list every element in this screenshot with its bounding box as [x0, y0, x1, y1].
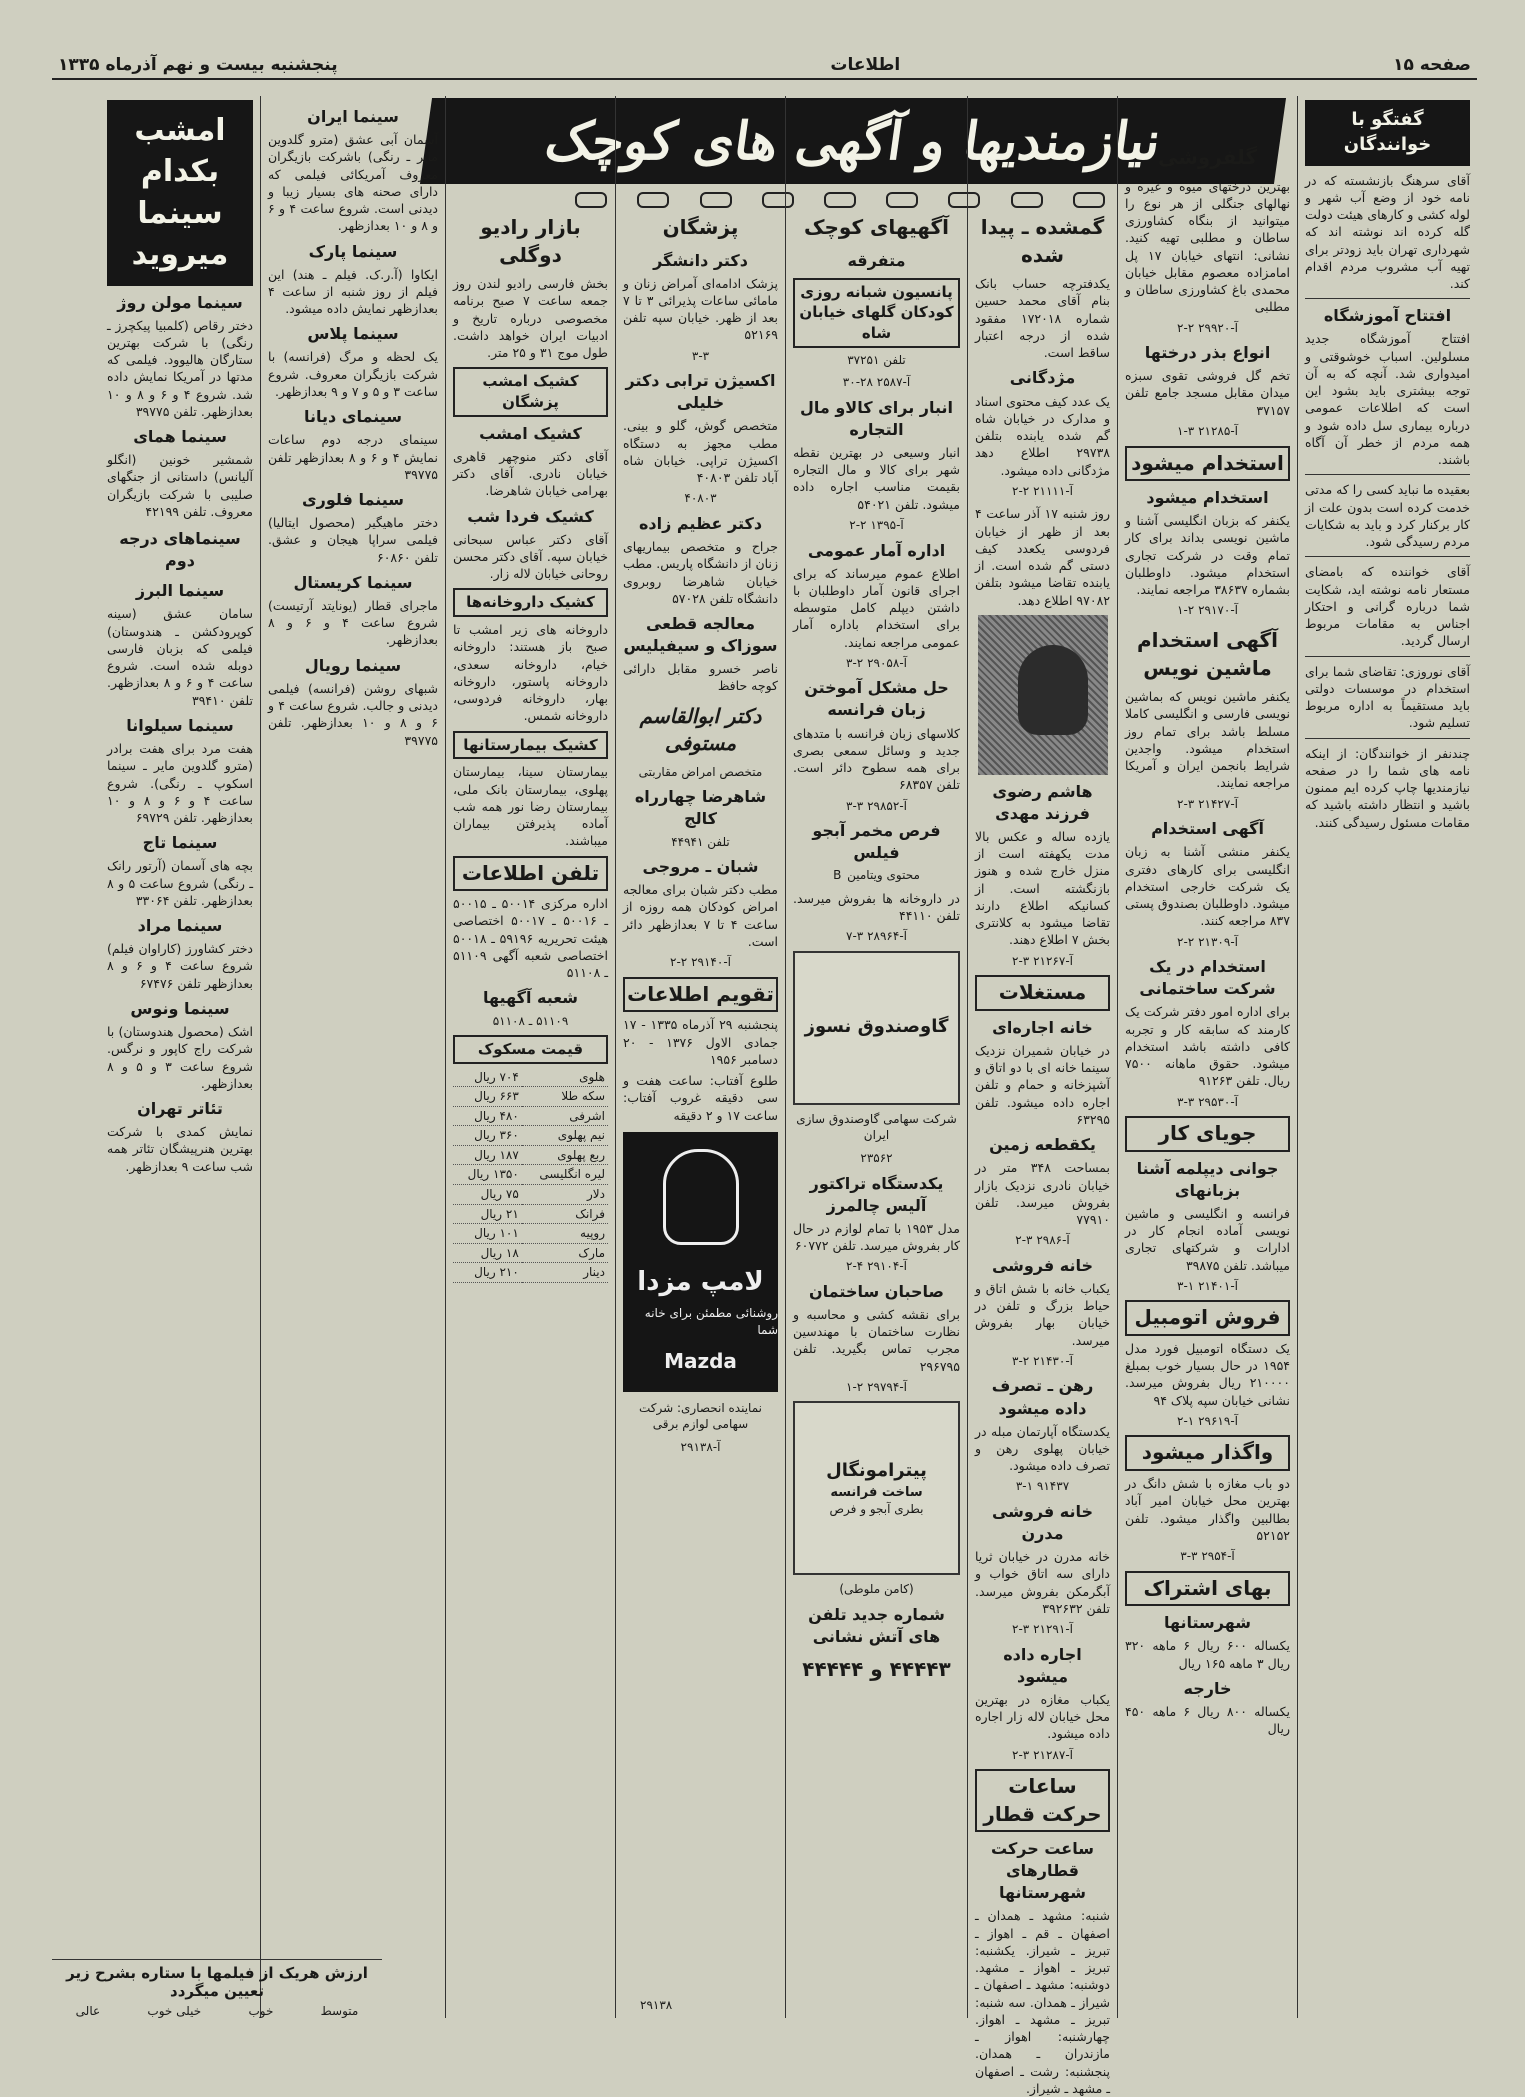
coin-price: ۲۱ ریال [453, 1204, 522, 1224]
lost-found-heading: گمشده ـ پیدا شده [980, 215, 1105, 267]
subscription-abroad: خارجه [1183, 1678, 1232, 1698]
coin-prices-heading: قیمت مسکوک [453, 1035, 608, 1064]
alborz-text: سامان عشق (سینه کوپرودکشن ـ هندوستان) فیلمی که بزبان فارسی دوبله شده است. شروع ساعت ۴ و ۶ و ۸ بعدازظهر. تلفن ۳۹۴۱۰ [107, 606, 254, 708]
duty-tonight: کشیک امشب [479, 423, 582, 443]
modern-house-heading: خانه فروشی مدرن [991, 1501, 1094, 1543]
mortgage-text: یکدستگاه آپارتمان مبله در خیابان پهلوی رهن و تصرف داده میشود. [975, 1423, 1110, 1474]
homa-heading: سینما همای [133, 427, 227, 447]
ad-code: آ-۲۹۸۵۲ ۳-۳ [846, 798, 907, 813]
cinema-fleury-heading: سینما فلوری [301, 490, 404, 510]
paper-name: اطلاعات [830, 55, 901, 75]
camel-ad-sub: ساخت فرانسه [830, 1484, 923, 1500]
taj-heading: سینما تاج [142, 833, 218, 853]
duty-doctors-heading: کشیک امشب پزشگان [453, 367, 608, 416]
cinema-diana-heading: سینمای دیانا [303, 407, 402, 427]
morad-text: دختر کشاورز (کاراوان فیلم) شروع ساعت ۴ و ۶ و ۸ بعدازظهر تلفن ۶۷۴۷۶ [107, 941, 254, 991]
coin-name: فرانک [522, 1204, 608, 1224]
hiring-text: یکنفر که بزبان انگلیسی آشنا و ماشین نویسی بداند برای کار تمام وقت در شرکت تجاری استخدام میشود. داوطلبان بشماره ۳۸۶۳۷ مراجعه نمایند. [1125, 513, 1290, 598]
job-seeker-text: فرانسه و انگلیسی و ماشین نویسی آماده انجام کار در ادارات و شرکتهای تجاری میباشد. تلفن ۳۹۸۷۵ [1125, 1205, 1290, 1273]
french-text: کلاسهای زبان فرانسه با متدهای جدید و وسائل سمعی بصری برای همه سطوح دائر است. تلفن ۶۸۳۵۷ [793, 725, 960, 793]
seeds-heading: انواع بذر درختها [1144, 343, 1271, 363]
doctor-2-name: اکسیژن ترابی دکتر خلیلی [625, 371, 776, 413]
cinema-crystal-text: ماجرای قطار (یونایتد آرتیست) شروع ساعت ۴ و ۶ و ۸ بعدازظهر. [268, 597, 439, 648]
divider [1305, 656, 1470, 657]
typist-text: یکنفر ماشین نویس که بماشین نویسی فارسی و انگلیسی کاملا مسلط باشد برای تمام روز استخدام میشود. واجدین شرایط بانجمن ایران و آمریکا مراجعه نمایند. [1125, 689, 1290, 791]
subscription-provinces: شهرستانها [1163, 1613, 1252, 1633]
lease-heading: اجاره داده میشود [1003, 1644, 1082, 1686]
train-sub: ساعت حرکت قطارهای شهرستانها [991, 1839, 1094, 1903]
readers-letter-3: بعقیده ما نباید کسی را که مدتی خدمت کرده است بدون علت از کار برکنار کرد و باید به شکایات مردم رسیدگی شود. [1305, 482, 1470, 550]
real-estate-heading: مستغلات [975, 975, 1110, 1011]
yeast-heading: فرص مخمر آبجو فیلس [812, 821, 941, 863]
alborz-heading: سینما البرز [135, 581, 225, 601]
coin-price-row [453, 1204, 608, 1224]
transfer-heading: واگذار میشود [1125, 1435, 1290, 1471]
fire-phone-heading: شماره جدید تلفن های آتش نشانی [808, 1604, 945, 1646]
rating-average: متوسط [320, 2004, 359, 2018]
column-cinemas [260, 96, 445, 2018]
mortgage-heading: رهن ـ تصرف داده میشود [991, 1376, 1094, 1418]
coin-price-row [453, 1126, 608, 1146]
venus-text: اشک (محصول هندوستان) با شرکت راج کاپور و نرگس. شروع ساعت ۳ و ۵ و ۸ بعدازظهر. [107, 1024, 254, 1091]
ad-code: آ-۲۹۵۳۰ ۳-۳ [1177, 1094, 1238, 1109]
venus-heading: سینما ونوس [130, 998, 230, 1018]
modern-house-text: خانه مدرن در خیابان ثریا دارای سه اتاق خواب و آبگرمکن بفروش میرسد. تلفن ۳۹۲۶۳۲ [975, 1549, 1110, 1616]
camel-ad [793, 1401, 960, 1575]
subscription-heading: بهای اشتراک [1125, 1571, 1290, 1607]
builders-heading: صاحبان ساختمان [809, 1281, 944, 1301]
ad-code: آ-۲۹۷۹۴ ۲-۱ [846, 1379, 907, 1394]
coin-price-row [453, 1243, 608, 1263]
second-class-heading: سینماهای درجه دوم [119, 529, 241, 571]
rating-legend-title: ارزش هریک از فیلمها با ستاره بشرح زیر تعیین میگردد [66, 1964, 368, 2000]
cinema-plaza-text: یک لحظه و مرگ (فرانسه) با شرکت بازیگران معروف. شروع ساعت ۳ و ۵ و ۷ و ۹ بعدازظهر. [268, 349, 438, 399]
page-number: صفحه ۱۵ [1393, 55, 1471, 75]
masthead [52, 52, 1477, 80]
lost-bag-text: روز شنبه ۱۷ آذر ساعت ۴ بعد از ظهر از خیابان فردوسی یکعدد کیف دستی گم شده است. از یابنده تقاضا میشود بتلفن ۹۷۰۸۲ اطلاع دهد. [975, 506, 1110, 608]
misc-heading: متفرقه [847, 250, 906, 270]
ad-code: آ-۲۹۱۷۰ ۲-۱ [1177, 603, 1238, 618]
rating-legend [52, 1959, 382, 2018]
job-seeker-heading: جویای کار [1125, 1116, 1290, 1152]
french-heading: حل مشکل آموختن زبان فرانسه [804, 678, 949, 720]
ad-code: آ-۲۹۸۶ ۳-۲ [1015, 1233, 1070, 1248]
phone-heading: تلفن اطلاعات [453, 856, 608, 892]
statistics-text: اطلاع عموم میرساند که برای اجرای قانون آمار داوطلبان با داشتن دیپلم کامل متوسطه برای استخدام باداره آمار عمومی مراجعه نمایند. [793, 565, 960, 650]
ads-office-heading: شعبه آگهیها [482, 988, 579, 1008]
ad-code: آ-۲۱۲۹۱ ۳-۲ [1012, 1622, 1073, 1637]
ad-code: آ-۲۱۲۸۵ ۳-۱ [1177, 423, 1238, 438]
coin-price-row [453, 1263, 608, 1283]
boarding-phone: تلفن ۳۷۲۵۱ [847, 352, 906, 367]
cinema-park-heading: سینما پارک [308, 241, 398, 261]
coin-price: ۷۵ ریال [453, 1185, 522, 1205]
coin-name: سکه طلا [522, 1087, 608, 1107]
cinema-royal-heading: سینما رویال [304, 655, 402, 675]
radio-text: بخش فارسی رادیو لندن روز جمعه ساعت ۷ صبح برنامه مخصوصی درباره تاریخ و ادبیات ایران خواهد داشت. طول موج ۳۱ و ۲۵ متر. [453, 276, 608, 361]
mazda-lamp-brand: لامپ مزدا [637, 1267, 764, 1298]
subscription-provinces-rates: یکساله ۶۰۰ ریال ۶ ماهه ۳۲۰ ریال ۳ ماهه ۱۶۵ ریال [1125, 1638, 1291, 1671]
moulin-rouge-heading: سینما مولن روژ [117, 292, 243, 312]
seeds-text: تخم گل فروشی تقوی سبزه میدان مقابل مسجد جامع تلفن ۳۷۱۵۷ [1125, 368, 1290, 418]
ad-code: ۴۰۸۰۳ [684, 491, 717, 506]
ad-code: آ-۲۱۲۶۷ ۳-۲ [1012, 953, 1073, 968]
ad-code: آ-۲۱۳۰۹ ۲-۲ [1177, 934, 1238, 949]
divider [1305, 298, 1470, 299]
missing-boy-photo [978, 615, 1108, 775]
ad-code: آ-۲۸۹۶۴ ۳-۷ [846, 929, 907, 944]
hospitals-heading: کشیک بیمارستانها [453, 731, 608, 760]
hiring-heading: استخدام میشود [1125, 446, 1290, 482]
reward-heading: مژدگانی [1009, 368, 1076, 388]
pharmacies-heading: کشیک داروخانه‌ها [453, 588, 608, 617]
cinema-plaza-heading: سینما پلاس [307, 324, 399, 344]
doctor-signature-address: شاهرضا چهارراه کالج [634, 787, 767, 829]
calendar-heading: تقویم اطلاعات [623, 977, 778, 1013]
moulin-rouge-text: دختر رقاص (کلمبیا پیکچرز ـ رنگی) با شرکت بهترین ستارگان هالیوود. فیلمی که مدتها در آمریکا نمایش داده شد. شروع ۴ و ۶ و ۸ و ۱۰ بعدازظهر. تلفن ۳۹۷۷۵ [107, 317, 253, 419]
coin-name: ربع پهلوی [522, 1145, 608, 1165]
coin-price: ۴۸۰ ریال [453, 1106, 522, 1126]
treatment-address: ناصر خسرو مقابل دارائی کوچه حافظ [623, 661, 778, 694]
coin-name: مارک [522, 1243, 608, 1263]
employment-text: یکنفر منشی آشنا به زبان انگلیسی برای کارهای دفتری یک شرکت خارجی استخدام میشود. داوطلبان بصندوق پستی ۸۳۷ مراجعه کنند. [1125, 844, 1290, 929]
morad-heading: سینما مراد [137, 916, 223, 936]
column-readers [1297, 96, 1477, 2018]
construction-heading: استخدام در یک شرکت ساختمانی [1139, 957, 1276, 999]
doctor-5-name: شبان ـ مروجی [642, 857, 759, 877]
flower-text: بهترین درختهای میوه و غیره و نهالهای جنگلی از هر نوع را میتوانید از بنگاه کشاورزی ساطان و مطلبی تهیه کنید. نشانی: انتهای خیابان ۱۷ پل امامزاده معصوم مقابل خیابان محمدی باغ کشاورزی ساطان و مطلبی [1125, 178, 1290, 315]
readers-letter-4: آقای خواننده که بامضای مستعار نامه نوشته اید، شکایت شما درباره گرانی و احتکار اجناس به مقامات مربوط ارسال گردید. [1305, 564, 1470, 649]
rating-good: خوب [248, 2004, 274, 2018]
radio-heading: بازار رادیو دوگلی [480, 215, 581, 267]
statistics-heading: اداره آمار عمومی [807, 540, 946, 560]
camel-ad-caption: بطری آبجو و فرص [829, 1502, 924, 1517]
cinema-iran-text: آسمان آبی عشق (مترو گلدوین مایر ـ رنگی) باشرکت بازیگران معروف آمریکائی فیلمی که دارای صحنه های بسیار زیبا و دیدنی است. شروع ساعت ۴ و ۶ و ۸ و ۱۰ بعدازظهر. [268, 132, 438, 234]
lease-text: یکباب مغازه در بهترین محل خیابان لاله زار اجاره داده میشود. [975, 1691, 1110, 1742]
readers-letter-1: آقای سرهنگ بازنشسته که در نامه خود از وضع آب شهر و لوله کشی و کارهای هیئت دولت گله کرده اند نوشته اند که شهرداری تهران باید زودتر برای تهیه آب مشروب مردم اقدام کند. [1305, 172, 1470, 292]
coin-price-row [453, 1145, 608, 1165]
ad-code: آ-۲۱۱۱۱ ۲-۲ [1012, 483, 1073, 498]
construction-text: برای اداره امور دفتر شرکت یک کارمند که سابقه کار و تجربه کافی داشته باشد استخدام میشود. حقوق ماهانه ۷۵۰۰ ریال. تلفن ۹۱۲۶۳ [1125, 1004, 1290, 1089]
cinema-fleury-text: دختر ماهیگیر (محصول ایتالیا) فیلمی سراپا هیجان و عشق. تلفن ۶۰۸۶۰ [268, 515, 438, 565]
taj-text: بچه های آسمان (آرتور رانک ـ رنگی) شروع ساعت ۵ و ۸ بعدازظهر. تلفن ۳۳۰۶۴ [107, 858, 253, 908]
columns [52, 96, 1477, 2096]
ad-code: آ-۲۱۴۰۱ ۱-۳ [1177, 1278, 1238, 1293]
doctor-1-text: پزشک ادامه‌ای آمراض زنان و مامائی ساعات پذیرائی ۳ تا ۷ بعد از ظهر. خیابان سپه تلفن ۵۲۱۶۹ [623, 275, 779, 343]
rating-excellent: عالی [75, 2004, 101, 2018]
ad-code: آ-۲۱۲۸۷ ۳-۲ [1012, 1747, 1073, 1762]
coin-price-row [453, 1068, 608, 1087]
safe-illustration [793, 951, 960, 1105]
land-heading: یکقطعه زمین [989, 1135, 1096, 1155]
cinema-iran-heading: سینما ایران [307, 107, 399, 126]
phone-text: اداره مرکزی ۵۰۰۱۴ ـ ۵۰۰۱۵ ـ ۵۰۰۱۶ ـ ۵۰۰۱۷ اختصاصی هیئت تحریریه ۵۹۱۹۶ ـ ۵۰۰۱۸ اختصاصی شعبه آگهی ۵۱۱۰۹ ـ ۵۱۱۰۸ [453, 896, 608, 981]
coin-name: نیم پهلوی [522, 1126, 608, 1146]
coin-price-row [453, 1087, 608, 1107]
coin-price: ۷۰۴ ریال [453, 1068, 522, 1087]
tractor-text: مدل ۱۹۵۳ با تمام لوازم در حال کار بفروش میرسد. تلفن ۶۰۷۷۲ [793, 1220, 960, 1253]
duty-tonight-text: آقای دکتر منوچهر قاهری خیابان نادری. آقای دکتر بهرامی خیابان شاهرضا. [453, 448, 608, 499]
car-sale-heading: فروش اتومبیل [1125, 1300, 1290, 1336]
tractor-heading: یکدستگاه تراکتور آلیس چالمرز [809, 1173, 944, 1215]
train-heading: ساعات حرکت قطار [975, 1769, 1110, 1832]
tehran-theatre-heading: تئاتر تهران [137, 1099, 223, 1119]
coin-price-row [453, 1224, 608, 1244]
coin-name: هلوی [522, 1068, 608, 1087]
coin-price: ۱۸۷ ریال [453, 1145, 522, 1165]
yeast-text: در داروخانه ها بفروش میرسد. تلفن ۴۴۱۱۰ [793, 890, 960, 924]
ad-code: آ-۲۹۶۱۹ ۱-۲ [1177, 1413, 1238, 1428]
yeast-sub: محتوی ویتامین B [833, 868, 920, 883]
land-text: بمساحت ۳۴۸ متر در خیابان نادری نزدیک بازار بفروش میرسد. تلفن ۷۷۹۱۰ [975, 1160, 1111, 1228]
calendar-sun: طلوع آفتاب: ساعت هفت و سی دقیقه غروب آفتاب: ساعت ۱۷ و ۲ دقیقه [623, 1073, 778, 1123]
boarding-ad: پانسیون شبانه روزی کودکان گلهای خیابان شاه [793, 278, 960, 348]
typist-heading: آگهی استخدام ماشین نویس [1136, 627, 1279, 680]
cinema-crystal-heading: سینما کریستال [293, 572, 413, 592]
rating-legend-row [52, 2004, 382, 2018]
coin-price-table [453, 1068, 608, 1283]
coin-name: لیره انگلیسی [522, 1165, 608, 1185]
silvana-heading: سینما سیلوانا [126, 715, 234, 735]
ad-code: آ-۲۹۱۳۸ [680, 1439, 721, 1454]
column-radio-duty [445, 96, 615, 2018]
ad-code: آ-۲۹۹۲۰ ۲-۲ [1177, 320, 1238, 335]
fire-phone-numbers: ۴۴۴۴۳ و ۴۴۴۴۴ [802, 1657, 951, 1682]
doctor-2-text: متخصص گوش، گلو و بینی. مطب مجهز به دستگاه اکسیژن تراپی. خیابان شاه آباد تلفن ۴۰۸۰۳ [623, 418, 778, 486]
tehran-theatre-text: نمایش کمدی با شرکت بهترین هنرپیشگان تئاتر همه شب ساعت ۹ بعدازظهر. [107, 1124, 253, 1174]
house-sale-text: یکباب خانه با شش اتاق و حیاط بزرگ و تلفن در خیابان بهار بفروش میرسد. [975, 1280, 1110, 1348]
silvana-text: هفت مرد برای هفت برادر (مترو گلدوین مایر ـ سینما اسکوپ ـ رنگی). شروع ساعت ۴ و ۶ و ۸ و ۱۰ بعدازظهر. تلفن ۶۹۷۲۹ [107, 741, 254, 826]
cinema-royal-text: شبهای روشن (فرانسه) فیلمی دیدنی و جالب. شروع ساعت ۴ و ۶ و ۸ و ۱۰ بعدازظهر. تلفن ۳۹۷۷۵ [268, 680, 438, 748]
ad-code: ۲۳۵۶۲ [860, 1150, 893, 1165]
subscription-abroad-rates: یکساله ۸۰۰ ریال ۶ ماهه ۴۵۰ ریال [1125, 1703, 1291, 1737]
ad-code: آ-۲۹۱۰۴ ۴-۲ [846, 1259, 907, 1274]
mazda-logo: Mazda [664, 1349, 737, 1374]
house-sale-heading: خانه فروشی [991, 1255, 1094, 1275]
readers-letter-6: چندنفر از خوانندگان: از اینکه نامه های شما را در صفحه نیازمندیها چاپ کرده ایم ممنون باشید و انتظار داشته باشید که مقامات مسئول رسیدگی کنند. [1305, 745, 1470, 830]
coin-price: ۱۳۵۰ ریال [453, 1165, 522, 1185]
page-stamp: ۲۹۱۳۸ [640, 1998, 673, 2012]
divider [1305, 474, 1470, 475]
ad-code: ۹۱۴۳۷ ۳-۱ [1015, 1479, 1070, 1494]
ad-code: آ-۲۹۵۴ ۳-۳ [1180, 1549, 1235, 1564]
rating-very-good: خیلی خوب [147, 2004, 202, 2018]
doctor-signature-sub: متخصص امراض مقاربتی [638, 764, 763, 779]
doctor-signature-phone: تلفن ۴۴۹۴۱ [671, 834, 730, 849]
column-small-ads [785, 96, 967, 2018]
safe-title: گاوصندوق نسوز [804, 1016, 949, 1038]
flower-heading: گلفروشی [1158, 145, 1257, 169]
duty-tomorrow-text: آقای دکتر عباس سبحانی خیابان سپه. آقای دکتر محسن روحانی خیابان لاله زار. [453, 531, 608, 582]
coin-price-row [453, 1185, 608, 1205]
mazda-lamp-sub: روشنائی مطمئن برای خانه شما [644, 1306, 778, 1337]
coin-price: ۱۰۱ ریال [453, 1224, 522, 1244]
doctor-5-text: مطب دکتر شبان برای معالجه امراض کودکان همه روزه از ساعت ۴ تا ۷ بعدازظهر دائر است. [623, 882, 778, 949]
missing-boy-caption: هاشم رضوی فرزند مهدی [992, 781, 1093, 823]
lost-found-text: یکدفترچه حساب بانک بنام آقای محمد حسین شماره ۱۷۲۰۱۸ مفقود شده از درجه اعتبار ساقط است. [975, 276, 1110, 361]
warehouse-text: انبار وسیعی در بهترین نقطه شهر برای کالا و مال التجاره بقیمت مناسب اجاره داده میشود. تلفن ۵۴۰۲۱ [793, 444, 960, 512]
employment-heading: آگهی استخدام [1151, 819, 1264, 839]
mazda-lamp-ad [623, 1132, 778, 1392]
cinema-diana-text: سینمای درجه دوم ساعات نمایش ۴ و ۶ و ۸ بعدازظهر تلفن ۳۹۷۷۵ [268, 432, 438, 482]
camel-ad-note: (کامن ملوطی) [839, 1582, 914, 1597]
coin-name: روپیه [522, 1224, 608, 1244]
pharmacies-text: داروخانه های زیر امشب تا صبح باز هستند: داروخانه خیام، داروخانه سعدی، داروخانه پاستور، داروخانه بهار، داروخانه فردوسی، داروخانه شمس. [453, 622, 608, 724]
issue-date: پنجشنبه بیست و نهم آذرماه ۱۳۳۵ [58, 55, 338, 75]
lightbulb-icon [663, 1149, 739, 1245]
ad-code: آ-۲۱۴۳۰ ۲-۳ [1012, 1353, 1073, 1368]
coin-price-row [453, 1106, 608, 1126]
ad-code: آ-۲۵۸۷ ۲۸-۳۰ [842, 375, 911, 390]
column-lost-found [967, 96, 1117, 2096]
coin-name: دلار [522, 1185, 608, 1205]
ads-office-phone: ۵۱۱۰۹ ـ ۵۱۱۰۸ [492, 1013, 569, 1028]
doctor-3-text: جراح و متخصص بیماریهای زنان از دانشگاه پاریس. مطب خیابان شاهرضا روبروی دانشگاه تلفن ۵۷۰۲۸ [623, 539, 778, 606]
homa-text: شمشیر خونین (انگلو آلیانس) داستانی از جنگهای صلیبی با شرکت بازیگران معروف. تلفن ۴۲۱۹۹ [107, 452, 253, 519]
doctor-1-name: دکتر دانشگر [653, 250, 748, 270]
cinema-park-text: ایکاوا (آ.ر.ک. فیلم ـ هند) این فیلم از روز شنبه از ساعت ۴ بعدازظهر نمایش داده میشود. [268, 266, 438, 317]
missing-boy-text: یازده ساله و عکس بالا مدت یکهفته است از منزل خارج شده و هنوز بازنگشته است. از کسانیکه اطلاع دارند تقاضا میشود به کلانتری بخش ۷ اطلاع دهند. [975, 828, 1110, 948]
readers-letter-5: آقای نوروزی: تقاضای شما برای استخدام در موسسات دولتی باید مستقیماً به اداره مربوط تسلیم شود. [1305, 663, 1470, 731]
rental-text: در خیابان شمیران نزدیک سینما خانه ای با دو اتاق و آشپزخانه و حمام و تلفن اجاره داده میشود. تلفن ۶۳۲۹۵ [975, 1042, 1110, 1127]
mazda-lamp-note: نماینده انحصاری: شرکت سهامی لوازم برقی [639, 1400, 762, 1432]
coin-name: اشرفی [522, 1106, 608, 1126]
column-flower-jobs [1117, 96, 1297, 2018]
doctors-heading: پزشگان [662, 215, 739, 239]
divider [1305, 738, 1470, 739]
readers-banner: گفتگو با خوانندگان [1305, 100, 1470, 166]
ad-code: آ-۲۹۰۵۸ ۲-۳ [846, 655, 907, 670]
safe-caption: شرکت سهامی گاوصندوق سازی ایران [796, 1111, 957, 1143]
train-text: شنبه: مشهد ـ همدان ـ اصفهان ـ قم ـ اهواز ـ تبریز ـ شیراز. یکشنبه: تبریز ـ اهواز ـ مشهد. دوشنبه: مشهد ـ اصفهان ـ شیراز ـ همدان. سه شنبه: تبریز ـ مشهد ـ اهواز. چهارشنبه: اهواز ـ مازندران ـ همدان. پنجشنبه: رشت ـ اصفهان ـ مشهد ـ شیراز. [975, 1908, 1110, 2096]
coin-name: دینار [522, 1263, 608, 1283]
column-doctors [615, 96, 785, 2018]
warehouse-heading: انبار برای کالاو مال التجاره [799, 397, 954, 439]
coin-price: ۶۶۳ ریال [453, 1087, 522, 1107]
job-seeker-sub: جوانی دیپلمه آشنا بزبانهای [1136, 1158, 1279, 1200]
ad-code: آ-۲۹۱۴۰ ۲-۲ [670, 955, 731, 970]
ad-code: آ-۲۱۴۲۷ ۳-۲ [1177, 796, 1238, 811]
builders-text: برای نقشه کشی و محاسبه و نظارت ساختمان با مهندسین مجرب تماس بگیرید. تلفن ۲۹۶۷۹۵ [793, 1306, 960, 1374]
readers-letter-2: افتتاح آموزشگاه جدید مسلولین. اسباب خوشوقتی و امیدواری شد. آنچه که به آن توجه بیشتری باید بشود این است که اطلاعات عمومی درباره بیماری سل داده شود و همه مردم از خطر آن آگاه باشند. [1305, 331, 1470, 468]
doctor-signature: دکتر ابوالقاسم مستوفی [639, 703, 762, 756]
coin-price: ۳۶۰ ریال [453, 1126, 522, 1146]
divider [1305, 556, 1470, 557]
coin-price: ۲۱۰ ریال [453, 1263, 522, 1283]
ad-code: ۳-۳ [691, 348, 710, 363]
rental-heading: خانه اجاره‌ای [992, 1017, 1093, 1037]
cinema-guide-banner: امشب بکدام سینما میروید [107, 100, 253, 286]
hospitals-text: بیمارستان سینا، بیمارستان پهلوی، بیمارستان بانک ملی، بیمارستان رضا نور همه شب آماده پذیرفتن بیماران میباشند. [453, 764, 608, 849]
small-ads-heading: آگهیهای کوچک [804, 215, 949, 239]
camel-ad-brand: پیترامونگال [826, 1459, 927, 1481]
treatment-heading: معالجه قطعی سوزاک و سیفیلیس [623, 614, 778, 656]
transfer-text: دو باب مغازه با شش دانگ در بهترین محل خیابان امیر آباد بطالبین واگذار میشود. تلفن ۵۲۱۵۲ [1125, 1476, 1290, 1543]
doctor-3-name: دکتر عظیم زاده [638, 513, 763, 533]
hiring-sub: استخدام میشود [1146, 488, 1269, 508]
car-sale-text: یک دستگاه اتومبیل فورد مدل ۱۹۵۴ در حال بسیار خوب بمبلغ ۲۱۰۰۰۰ ریال بفروش میرسد. نشانی خیابان سپه پلاک ۹۴ [1125, 1340, 1290, 1408]
ad-code: آ-۱۳۹۵ ۲-۲ [849, 517, 904, 532]
classifieds-banner-text: نیازمندیها و آگهی های کوچک [420, 98, 1286, 184]
coin-price: ۱۸ ریال [453, 1243, 522, 1263]
coin-price-row [453, 1165, 608, 1185]
column-cinema-guide [100, 96, 260, 2018]
readers-heading: افتتاح آموزشگاه [1323, 306, 1452, 326]
duty-tomorrow: کشیک فردا شب [467, 506, 594, 526]
calendar-date: پنجشنبه ۲۹ آذرماه ۱۳۳۵ - ۱۷ جمادی الاول ۱۳۷۶ - ۲۰ دسامبر ۱۹۵۶ [623, 1017, 778, 1067]
reward-text: یک عدد کیف محتوی اسناد و مدارک در خیابان شاه گم شده یابنده بتلفن ۲۹۷۳۸ اطلاع دهد مژدگانی داده میشود. [975, 393, 1110, 478]
